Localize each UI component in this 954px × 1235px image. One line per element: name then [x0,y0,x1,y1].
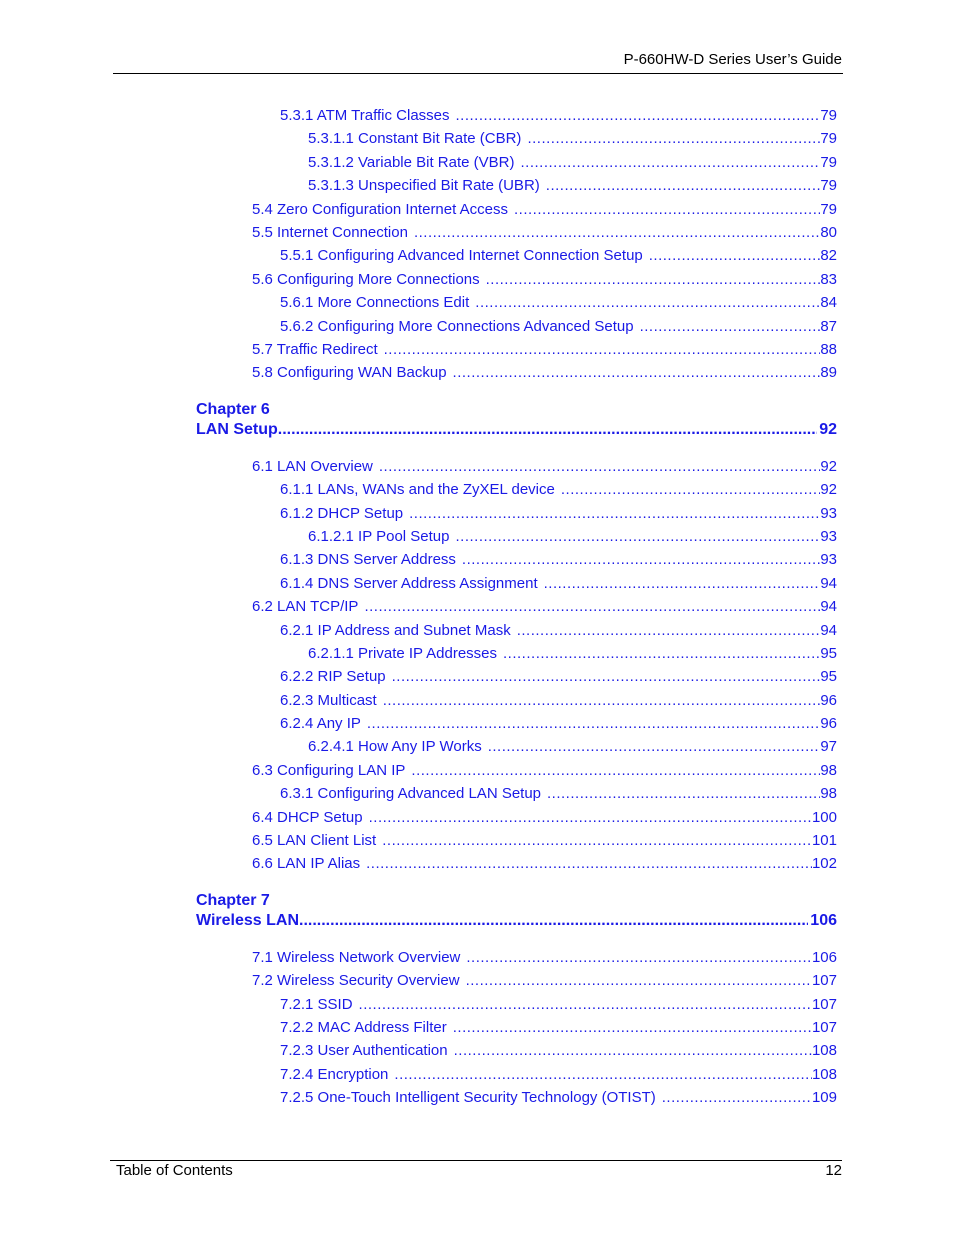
toc-entry[interactable] [280,317,837,337]
dot-leader [359,995,812,1015]
toc-entry[interactable] [252,340,837,360]
dot-leader [514,200,820,220]
dot-leader [475,293,820,313]
toc-entry[interactable] [308,129,837,149]
toc-entry[interactable] [308,527,837,547]
dot-leader [379,457,820,477]
toc-entry-title: 5.6 Configuring More Connections [252,271,480,288]
toc-entry[interactable] [252,223,837,243]
dot-leader [454,1041,812,1061]
toc-entry[interactable] [280,574,837,594]
dot-leader [547,784,820,804]
toc-entry[interactable] [252,854,837,874]
toc-entry-page: 106 [811,949,837,966]
toc-entry-title: 7.2.2 MAC Address Filter [280,1019,447,1036]
dot-leader [278,419,817,441]
toc-entry-page: 108 [811,1066,837,1083]
toc-entry-page: 94 [820,575,837,592]
chapter-title: LAN Setup [196,421,278,438]
toc-entry[interactable] [280,1065,837,1085]
toc-entry-page: 98 [820,762,837,779]
toc-entry-page: 107 [811,996,837,1013]
toc-entry[interactable] [280,667,837,687]
dot-leader [640,317,821,337]
toc-entry-title: 6.2 LAN TCP/IP [252,598,359,615]
dot-leader [520,153,820,173]
toc-entry-title: 6.1.1 LANs, WANs and the ZyXEL device [280,481,555,498]
toc-entry-page: 96 [820,715,837,732]
toc-entry-page: 96 [820,692,837,709]
toc-entry-title: 6.5 LAN Client List [252,832,377,849]
toc-entry-page: 79 [820,201,837,218]
toc-entry-title: 5.3.1.3 Unspecified Bit Rate (UBR) [308,177,540,194]
toc-entry-page: 93 [820,551,837,568]
toc-entry-title: 5.8 Configuring WAN Backup [252,364,447,381]
dot-leader [392,667,821,687]
toc-entry-title: 6.3 Configuring LAN IP [252,762,406,779]
toc-entry[interactable] [280,784,837,804]
chapter-page: 106 [810,912,837,929]
dot-leader [462,550,820,570]
dot-leader [662,1088,812,1108]
dot-leader [517,621,821,641]
toc-entry[interactable] [308,176,837,196]
toc-entry-title: 7.1 Wireless Network Overview [252,949,461,966]
footer-page-number: 12 [825,1162,842,1179]
toc-entry-page: 107 [811,1019,837,1036]
toc-entry-title: 5.3.1 ATM Traffic Classes [280,107,450,124]
dot-leader [456,106,821,126]
toc-entry-page: 107 [811,972,837,989]
toc-entry-page: 82 [820,247,837,264]
toc-entry-title: 6.6 LAN IP Alias [252,855,361,872]
dot-leader [488,737,821,757]
chapter-title: Wireless LAN [196,912,299,929]
toc-entry[interactable] [280,621,837,641]
chapter-label: Chapter 7 [196,892,270,909]
toc-entry-page: 88 [820,341,837,358]
toc-entry-title: 6.2.3 Multicast [280,692,377,709]
toc-entry[interactable] [280,1041,837,1061]
toc-entry[interactable] [252,597,837,617]
toc-entry-page: 79 [820,154,837,171]
dot-leader [411,761,820,781]
toc-entry-title: 5.5.1 Configuring Advanced Internet Connection Setup [280,247,643,264]
toc-entry-page: 94 [820,622,837,639]
dot-leader [383,691,821,711]
toc-entry-title: 6.1.2.1 IP Pool Setup [308,528,450,545]
toc-entry[interactable] [252,831,837,851]
footer-section-title: Table of Contents [116,1162,233,1179]
toc-entry-title: 5.3.1.1 Constant Bit Rate (CBR) [308,130,522,147]
toc-entry-page: 87 [820,318,837,335]
toc-entry-title: 6.1.3 DNS Server Address [280,551,456,568]
toc-entry-page: 108 [811,1042,837,1059]
toc-entry[interactable] [252,971,837,991]
toc-entry[interactable] [252,270,837,290]
toc-entry[interactable] [308,644,837,664]
toc-entry-page: 109 [811,1089,837,1106]
page-header-title: P-660HW-D Series User’s Guide [623,51,842,68]
toc-entry-title: 6.2.1 IP Address and Subnet Mask [280,622,511,639]
dot-leader [649,246,821,266]
toc-entry[interactable] [280,550,837,570]
dot-leader [527,129,820,149]
toc-entry-title: 7.2.5 One-Touch Intelligent Security Technology (OTIST) [280,1089,656,1106]
dot-leader [382,831,812,851]
toc-entry-page: 100 [811,809,837,826]
dot-leader [367,714,820,734]
toc-entry-title: 5.5 Internet Connection [252,224,408,241]
dot-leader [503,644,820,664]
toc-entry-page: 84 [820,294,837,311]
toc-entry[interactable] [252,363,837,383]
toc-entry-page: 92 [820,481,837,498]
toc-entry-title: 7.2.4 Encryption [280,1066,389,1083]
toc-entry[interactable] [308,153,837,173]
toc-entry-page: 83 [820,271,837,288]
chapter-entry[interactable] [196,910,837,932]
toc-entry-page: 98 [820,785,837,802]
toc-entry[interactable] [280,714,837,734]
toc-entry-title: 5.3.1.2 Variable Bit Rate (VBR) [308,154,515,171]
dot-leader [561,480,820,500]
toc-entry-title: 5.7 Traffic Redirect [252,341,378,358]
dot-leader [466,971,812,991]
dot-leader [394,1065,812,1085]
dot-leader [544,574,821,594]
toc-entry-title: 6.1 LAN Overview [252,458,373,475]
dot-leader [364,597,820,617]
toc-entry-page: 95 [820,645,837,662]
toc-entry-title: 6.2.2 RIP Setup [280,668,386,685]
dot-leader [366,854,812,874]
toc-entry-title: 7.2 Wireless Security Overview [252,972,460,989]
toc-entry[interactable] [280,1088,837,1108]
footer-rule [110,1160,842,1161]
toc-entry[interactable] [252,948,837,968]
dot-leader [546,176,821,196]
toc-entry-page: 101 [811,832,837,849]
toc-entry-page: 79 [820,107,837,124]
toc-entry-title: 6.2.4.1 How Any IP Works [308,738,482,755]
toc-entry-title: 7.2.3 User Authentication [280,1042,448,1059]
dot-leader [414,223,820,243]
toc-entry[interactable] [252,457,837,477]
toc-entry-title: 6.4 DHCP Setup [252,809,363,826]
toc-entry[interactable] [280,1018,837,1038]
dot-leader [466,948,812,968]
dot-leader [384,340,821,360]
toc-entry[interactable] [280,504,837,524]
toc-entry-title: 5.4 Zero Configuration Internet Access [252,201,508,218]
dot-leader [486,270,821,290]
toc-entry[interactable] [252,200,837,220]
toc-entry[interactable] [280,246,837,266]
toc-entry-page: 80 [820,224,837,241]
toc-entry[interactable] [252,761,837,781]
dot-leader [456,527,821,547]
toc-entry[interactable] [252,808,837,828]
toc-entry[interactable] [280,293,837,313]
toc-entry[interactable] [280,106,837,126]
dot-leader [409,504,820,524]
toc-entry-title: 6.1.4 DNS Server Address Assignment [280,575,538,592]
chapter-entry[interactable] [196,419,837,441]
toc-entry[interactable] [308,737,837,757]
toc-entry-page: 97 [820,738,837,755]
toc-entry-page: 79 [820,177,837,194]
dot-leader [299,910,808,932]
toc-entry-page: 102 [811,855,837,872]
toc-entry-page: 89 [820,364,837,381]
toc-entry-page: 94 [820,598,837,615]
toc-entry-page: 95 [820,668,837,685]
toc-entry-title: 6.2.4 Any IP [280,715,361,732]
toc-entry[interactable] [280,691,837,711]
dot-leader [453,1018,812,1038]
toc-entry-title: 5.6.1 More Connections Edit [280,294,470,311]
toc-entry-title: 6.1.2 DHCP Setup [280,505,404,522]
dot-leader [369,808,812,828]
toc-entry-title: 6.3.1 Configuring Advanced LAN Setup [280,785,542,802]
chapter-label: Chapter 6 [196,401,270,418]
toc-entry-title: 7.2.1 SSID [280,996,353,1013]
toc-entry-title: 5.6.2 Configuring More Connections Advanced Setup [280,318,634,335]
toc-entry[interactable] [280,480,837,500]
toc-entry[interactable] [280,995,837,1015]
toc-entry-page: 93 [820,528,837,545]
dot-leader [453,363,821,383]
toc-entry-page: 93 [820,505,837,522]
chapter-page: 92 [819,421,837,438]
toc-entry-page: 79 [820,130,837,147]
toc-entry-title: 6.2.1.1 Private IP Addresses [308,645,498,662]
toc-entry-page: 92 [820,458,837,475]
